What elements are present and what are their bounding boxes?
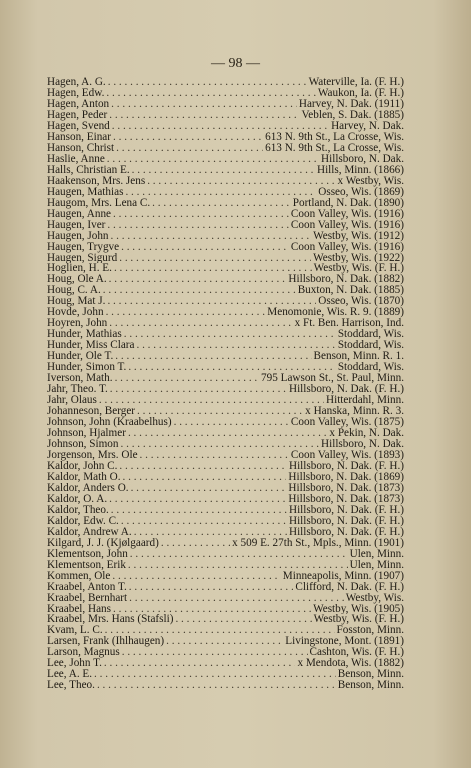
entry-place: Westby, Wis. (1922) [313, 252, 404, 264]
entry-name: Haugen, Iver [47, 219, 106, 231]
entry-place: Veblen, S. Dak. (1885) [301, 109, 404, 121]
entry-place: Ulen, Minn. [349, 548, 404, 560]
entry-name: Hunder, Mathias [47, 329, 122, 341]
directory-entry [47, 296, 404, 307]
dot-leader [109, 318, 292, 329]
entry-place: Stoddard, Wis. [337, 362, 404, 374]
entry-place: Osseo, Wis. (1870) [318, 296, 404, 308]
entry-name: Hagen, Peder [47, 109, 108, 121]
directory-entry [47, 439, 404, 450]
entry-place: Coon Valley, Wis. (1916) [290, 241, 404, 253]
entry-place: Hillsboro, N. Dak. (F. H.) [288, 460, 404, 472]
directory-entry [47, 351, 404, 362]
dot-leader [121, 516, 287, 527]
dot-leader [115, 373, 259, 384]
dot-leader [110, 384, 287, 395]
entry-place: Coon Valley, Wis. (1916) [290, 219, 404, 231]
dot-leader [130, 549, 348, 560]
entry-name: Hagen, Edw. [47, 87, 105, 99]
entry-name: Kaldor, Anders O. [47, 482, 129, 494]
directory-entry [47, 373, 404, 384]
entry-name: Johnson, Simon [47, 438, 119, 450]
dot-leader [111, 231, 312, 242]
entry-place: Hillsboro, N. Dak. (F. H.) [288, 515, 404, 527]
dot-leader [132, 165, 315, 176]
dot-leader [119, 461, 287, 472]
entry-place: Harvey, N. Dak. [331, 120, 404, 132]
entry-name: Johnson, John (Kraabelhus) [47, 417, 172, 428]
entry-name: Hanson, Einar [47, 131, 112, 143]
entry-place: x Ft. Ben. Harrison, Ind. [294, 318, 404, 330]
entry-name: Klementson, John [47, 548, 128, 560]
dot-leader [122, 647, 308, 658]
entry-place: Hillsboro, N. Dak. (1869) [288, 471, 404, 483]
dot-leader [129, 593, 344, 604]
directory-entry [47, 527, 404, 538]
directory-entry [47, 406, 404, 417]
dot-leader [175, 614, 311, 625]
entry-name: Hovde, John [47, 307, 104, 319]
entry-name: Kraabel, Bernhart [47, 592, 128, 604]
directory-entry [47, 121, 404, 132]
dot-leader [111, 99, 297, 110]
entry-name: Jahr, Olaus [47, 395, 97, 407]
dot-leader [136, 340, 335, 351]
dot-leader [123, 472, 287, 483]
directory-entry [47, 329, 404, 340]
dot-leader [114, 263, 312, 274]
directory-entry [47, 274, 404, 285]
directory-entry [47, 428, 404, 439]
directory-entry [47, 505, 404, 516]
directory-entry [47, 165, 404, 176]
entry-place: Westby, Wis. (1905) [313, 603, 404, 615]
entry-place: Livingstone, Mont. (1891) [285, 636, 404, 648]
dot-leader [166, 636, 283, 647]
entry-name: Haugen, Mathias [47, 186, 124, 198]
dot-leader [107, 154, 319, 165]
dot-leader [119, 253, 311, 264]
dot-leader [125, 187, 316, 198]
entry-place: Westby, Wis. (F. H.) [313, 614, 404, 626]
entry-place: 613 N. 9th St., La Crosse, Wis. [265, 131, 404, 143]
entry-name: Hanson, Christ [47, 142, 115, 154]
entry-name: Hagen, Svend [47, 120, 110, 132]
entry-name: Haugen, John [47, 230, 109, 242]
directory-entry [47, 176, 404, 187]
entry-place: Hillsboro, N. Dak. (F. H.) [288, 384, 404, 396]
entry-name: Johnson, Hjalmer [47, 428, 126, 439]
dot-leader [128, 428, 327, 439]
directory-entry [47, 132, 404, 143]
dot-leader [112, 121, 329, 132]
directory-entry [47, 263, 404, 274]
entry-place: Hillsboro, N. Dak. (F. H.) [288, 504, 404, 516]
entry-place: Benson, Minn. [337, 680, 404, 692]
dot-leader [103, 285, 296, 296]
dot-leader [134, 527, 287, 538]
entry-name: Houg, Mat J. [47, 296, 106, 308]
dot-leader [121, 439, 320, 450]
directory-entry [47, 384, 404, 395]
directory-entry [47, 143, 404, 154]
directory-entry [47, 461, 404, 472]
dot-leader [107, 296, 316, 307]
directory-list [47, 77, 404, 691]
entry-name: Kaldor, O. A. [47, 493, 108, 505]
directory-entry [47, 658, 404, 669]
directory-entry [47, 395, 404, 406]
dot-leader [111, 505, 287, 516]
dot-leader [152, 198, 291, 209]
dot-leader [109, 494, 286, 505]
entry-place: Westby, Wis. (1912) [313, 230, 404, 242]
dot-leader [105, 625, 335, 636]
dot-leader [128, 560, 348, 571]
dot-leader [113, 209, 289, 220]
directory-entry [47, 625, 404, 636]
entry-name: Haugom, Mrs. Lena C. [47, 197, 151, 209]
entry-place: Coon Valley, Wis. (1916) [290, 208, 404, 220]
directory-entry [47, 231, 404, 242]
entry-place: Harvey, N. Dak. (1911) [298, 98, 404, 110]
entry-name: Kraabel, Anton T. [47, 581, 127, 593]
dot-leader [99, 395, 324, 406]
dot-leader [106, 307, 266, 318]
directory-entry [47, 417, 404, 428]
directory-entry [47, 198, 404, 209]
entry-name: Jorgenson, Mrs. Ole [47, 449, 138, 461]
entry-place: Hillsboro, N. Dak. [321, 438, 404, 450]
entry-name: Kommen, Ole [47, 570, 111, 582]
dot-leader [113, 132, 263, 143]
entry-place: Buxton, N. Dak. (1885) [297, 285, 404, 297]
entry-place: Benson, Minn. [337, 669, 404, 681]
dot-leader [128, 362, 336, 373]
dot-leader [113, 604, 311, 615]
entry-name: Jahr, Theo. T. [47, 384, 108, 396]
directory-entry [47, 253, 404, 264]
entry-name: Hoyren, John [47, 318, 108, 330]
directory-entry [47, 450, 404, 461]
directory-entry [47, 680, 404, 691]
entry-name: Haugen, Anne [47, 208, 111, 220]
entry-name: Kvam, L. C. [47, 625, 103, 637]
entry-name: Klementson, Erik [47, 559, 126, 571]
entry-place: Menomonie, Wis. R. 9. (1889) [267, 307, 404, 319]
directory-entry [47, 154, 404, 165]
entry-place: Minneapolis, Minn. (1907) [282, 570, 404, 582]
entry-name: Johanneson, Berger [47, 406, 136, 418]
entry-name: Haugen, Trygve [47, 241, 120, 253]
directory-entry [47, 571, 404, 582]
entry-place: x Mendota, Wis. (1882) [297, 658, 404, 670]
entry-place: Hillsboro, N. Dak. (1873) [288, 493, 404, 505]
entry-place: Hillsboro, N. Dak. (F. H.) [288, 526, 404, 538]
directory-entry [47, 220, 404, 231]
entry-name: Kaldor, Math O. [47, 471, 121, 483]
entry-name: Hagen, Anton [47, 98, 110, 110]
directory-entry [47, 285, 404, 296]
entry-place: Coon Valley, Wis. (1875) [290, 417, 404, 428]
page-number: — 98 — [211, 56, 260, 71]
directory-entry [47, 209, 404, 220]
directory-entry [47, 604, 404, 615]
dot-leader [104, 658, 296, 669]
directory-entry [47, 560, 404, 571]
entry-name: Halls, Christian E. [47, 164, 130, 176]
dot-leader [174, 417, 289, 428]
entry-place: Benson, Minn. R. 1. [313, 351, 404, 363]
entry-place: x 509 E. 27th St., Mpls., Minn. (1901) [232, 537, 404, 549]
entry-place: Hills, Minn. (1866) [316, 164, 404, 176]
entry-name: Kilgard, J. J. (Kjølgaard) [47, 537, 159, 549]
entry-name: Hunder, Ole T. [47, 351, 114, 363]
entry-place: x Westby, Wis. [337, 175, 404, 187]
dot-leader [140, 450, 289, 461]
entry-name: Kaldor, Theo. [47, 504, 109, 516]
entry-name: Haugen, Sigurd [47, 252, 118, 264]
entry-place: Fosston, Minn. [336, 625, 404, 637]
entry-place: Westby, Wis. [345, 592, 404, 604]
entry-place: 613 N. 9th St., La Crosse, Wis. [265, 142, 404, 154]
directory-entry [47, 77, 404, 88]
entry-place: Hillsboro, N. Dak. (1873) [288, 482, 404, 494]
entry-name: Lee, A. E. [47, 669, 93, 681]
directory-entry [47, 549, 404, 560]
entry-name: Kaldor, John C. [47, 460, 118, 472]
entry-name: Kaldor, Edw. C. [47, 515, 119, 527]
entry-place: 795 Lawson St., St. Paul, Minn. [261, 373, 404, 385]
dot-leader [124, 329, 336, 340]
directory-entry [47, 99, 404, 110]
directory-entry [47, 483, 404, 494]
directory-entry [47, 538, 404, 549]
dot-leader [107, 220, 289, 231]
directory-entry [47, 187, 404, 198]
entry-place: Hillsboro, N. Dak. (1882) [288, 274, 404, 286]
entry-name: Iverson, Math. [47, 373, 113, 385]
dot-leader [129, 582, 294, 593]
directory-entry [47, 516, 404, 527]
entry-place: Osseo, Wis. (1869) [318, 186, 404, 198]
dot-leader [131, 483, 287, 494]
entry-place: Cashton, Wis. (F. H.) [309, 647, 404, 659]
dot-leader [137, 406, 303, 417]
dot-leader [115, 351, 311, 362]
entry-place: Coon Valley, Wis. (1893) [290, 449, 404, 461]
entry-name: Larsen, Frank (Ihlhaugen) [47, 636, 165, 648]
dot-leader [121, 242, 289, 253]
dot-leader [116, 143, 263, 154]
directory-entry [47, 362, 404, 373]
entry-name: Larson, Magnus [47, 647, 120, 659]
entry-place: Stoddard, Wis. [337, 329, 404, 341]
entry-name: Hoglien, H. E. [47, 263, 112, 275]
entry-name: Hunder, Miss Clara [47, 340, 135, 352]
directory-entry [47, 647, 404, 658]
dot-leader [161, 538, 230, 549]
directory-entry [47, 614, 404, 625]
dot-leader [109, 110, 299, 121]
dot-leader [108, 77, 307, 88]
dot-leader [109, 274, 287, 285]
directory-entry [47, 307, 404, 318]
directory-entry [47, 582, 404, 593]
entry-name: Hunder, Simon T. [47, 362, 127, 374]
dot-leader [112, 571, 280, 582]
dot-leader [94, 669, 336, 680]
directory-entry [47, 318, 404, 329]
entry-place: x Hanska, Minn. R. 3. [305, 406, 404, 418]
directory-entry [47, 494, 404, 505]
directory-entry [47, 472, 404, 483]
entry-name: Kraabel, Hans [47, 603, 111, 615]
entry-place: Waterville, Ia. (F. H.) [308, 77, 404, 88]
entry-name: Kraabel, Mrs. Hans (Stafsli) [47, 614, 174, 626]
dot-leader [97, 680, 336, 691]
entry-place: Westby, Wis. (F. H.) [313, 263, 404, 275]
entry-name: Houg, Ole A. [47, 274, 107, 286]
directory-entry [47, 242, 404, 253]
dot-leader [147, 176, 335, 187]
entry-place: Stoddard, Wis. [337, 340, 404, 352]
directory-entry [47, 669, 404, 680]
entry-name: Haslie, Anne [47, 153, 105, 165]
entry-place: Hitterdahl, Minn. [326, 395, 404, 407]
entry-name: Lee, Theo. [47, 680, 95, 692]
entry-name: Houg, C. A. [47, 285, 101, 297]
entry-place: Portland, N. Dak. (1890) [292, 197, 404, 209]
entry-name: Kaldor, Andrew A. [47, 526, 132, 538]
entry-place: Waukon, Ia. (F. H.) [317, 87, 404, 99]
directory-entry [47, 88, 404, 99]
entry-name: Hagen, A. G. [47, 77, 106, 88]
dot-leader [106, 88, 315, 99]
entry-place: Ulen, Minn. [349, 559, 404, 571]
directory-entry [47, 110, 404, 121]
directory-entry [47, 636, 404, 647]
directory-entry [47, 340, 404, 351]
entry-place: Clifford, N. Dak. (F. H.) [295, 581, 404, 593]
directory-entry [47, 593, 404, 604]
entry-place: Hillsboro, N. Dak. [321, 153, 404, 165]
entry-name: Haakenson, Mrs. Jens [47, 175, 146, 187]
entry-place: x Pekin, N. Dak. [329, 428, 404, 439]
entry-name: Lee, John T. [47, 658, 102, 670]
